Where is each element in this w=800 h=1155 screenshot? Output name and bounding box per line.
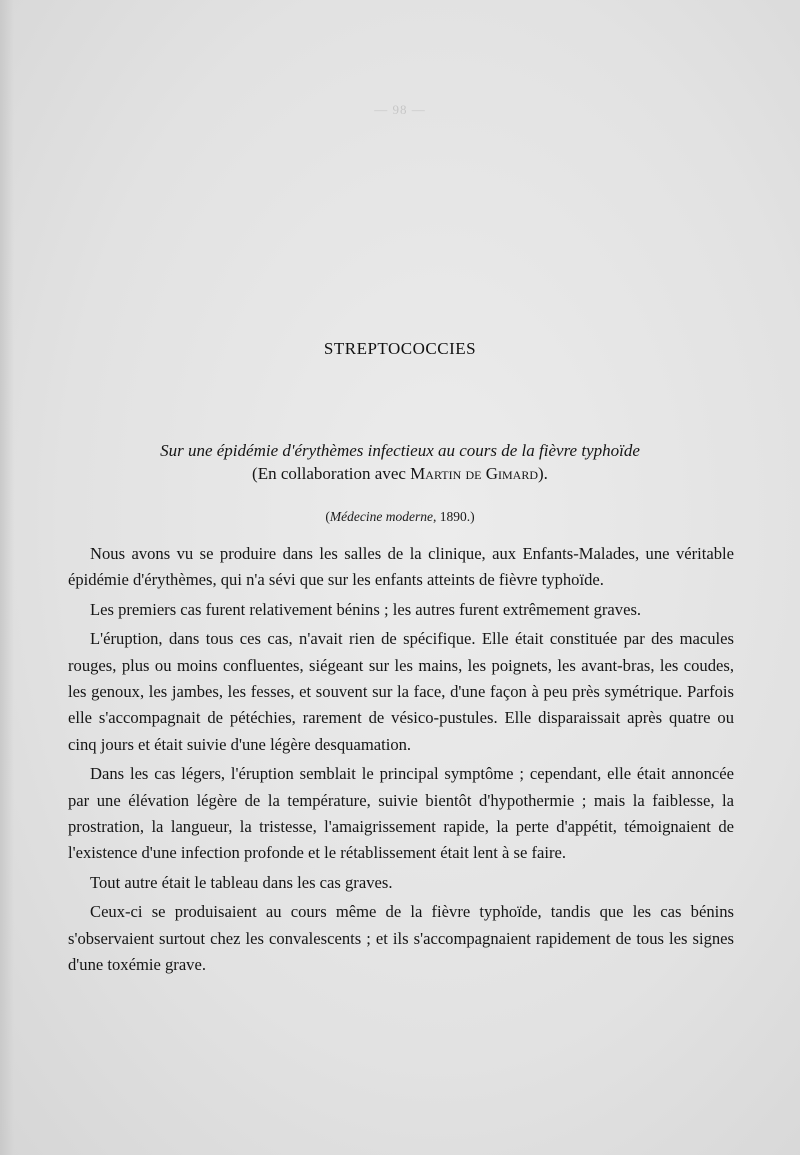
source-open: ( [325, 509, 330, 524]
source-citation [0, 509, 800, 525]
source-journal: Médecine moderne [329, 509, 433, 524]
page-edge-shadow [0, 0, 14, 1155]
collaborator-name: Martin de Gimard [410, 464, 539, 483]
paragraph: Tout autre était le tableau dans les cas graves. [90, 872, 393, 892]
collaboration-suffix: ). [538, 464, 548, 483]
source-year: , 1890.) [432, 509, 475, 524]
paragraph: Nous avons vu se produire dans les salles de la clinique, aux Enfants-Malades, une véritable épidémie d'érythèmes, qui n'a sévi que sur les enfants atteints de fièvre typhoïde. [68, 544, 734, 590]
paragraph: Les premiers cas furent relativement bénins ; les autres furent extrêmement graves. [90, 599, 642, 619]
section-title: STREPTOCOCCIES [323, 339, 477, 358]
article-body [68, 541, 734, 982]
paragraph: Ceux-ci se produisaient au cours même de la fièvre typhoïde, tandis que les cas bénins s'observaient surtout chez les convalescents ; et ils s'accompagnaient rapidement de tous les signes d'une toxémie grave. [68, 902, 734, 975]
paragraph: Dans les cas légers, l'éruption semblait le principal symptôme ; cependant, elle était annoncée par une élévation légère de la température, suivie bientôt d'hypothermie ; mais la faiblesse, la prostration, la langueur, la tristesse, l'amaigrissement rapide, la perte d'appétit, témoignaient de l'existence d'une infection profonde et le rétablissement était lent à se faire. [68, 764, 734, 863]
article-title: Sur une épidémie d'érythèmes infectieux au cours de la fièvre typhoïde [160, 441, 640, 460]
collaboration-prefix: (En collaboration avec [252, 464, 411, 483]
collaboration-line [0, 464, 800, 484]
page-number: — 98 — [374, 102, 426, 117]
paragraph: L'éruption, dans tous ces cas, n'avait rien de spécifique. Elle était constituée par des macules rouges, plus ou moins confluentes, siégeant sur les mains, les poignets, les avant-bras, les coudes, les genoux, les jambes, les fesses, et souvent sur la face, d'une façon à peu près symétrique. Parfois elle s'accompagnait de pétéchies, rarement de vésico-pustules. Elle disparaissait après quatre ou cinq jours et était suivie d'une légère desquamation. [68, 629, 734, 754]
